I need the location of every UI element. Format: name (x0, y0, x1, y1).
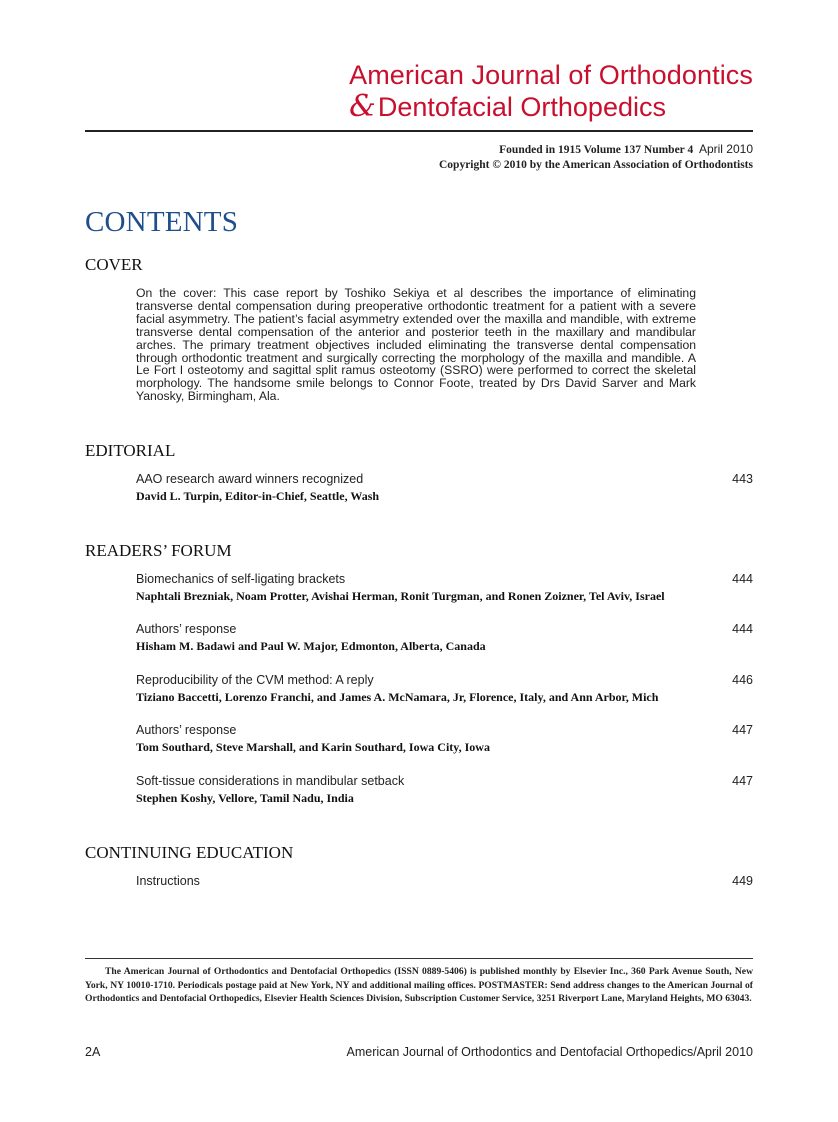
toc-entry[interactable] (136, 571, 753, 605)
entry-authors: Tiziano Baccetti, Lorenzo Franchi, and James A. McNamara, Jr, Florence, Italy, and Ann Arbor, Mich (136, 690, 659, 704)
entry-page-number: 449 (732, 874, 753, 888)
section-heading-readers-forum: READERS’ FORUM (85, 541, 232, 560)
toc-entry[interactable] (136, 672, 753, 706)
toc-entry[interactable] (136, 873, 753, 890)
founded-volume: Founded in 1915 Volume 137 Number 4 (499, 144, 694, 156)
entry-authors: Tom Southard, Steve Marshall, and Karin Southard, Iowa City, Iowa (136, 740, 490, 754)
entry-title[interactable]: Reproducibility of the CVM method: A reply (136, 673, 374, 687)
page-number: 2A (85, 1045, 101, 1059)
journal-masthead (349, 60, 753, 123)
masthead-line-2 (349, 91, 753, 123)
entry-page-number: 443 (732, 472, 753, 486)
toc-entry[interactable] (136, 621, 753, 655)
issue-date: April 2010 (698, 142, 753, 156)
entry-authors: Stephen Koshy, Vellore, Tamil Nadu, India (136, 791, 354, 805)
toc-entry[interactable] (136, 471, 753, 505)
entry-authors: Hisham M. Badawi and Paul W. Major, Edmonton, Alberta, Canada (136, 639, 486, 653)
copyright-line: Copyright © 2010 by the American Association of Orthodontists (439, 159, 753, 171)
cover-description: On the cover: This case report by Toshiko Sekiya et al describes the importance of eliminating transverse dental compensation during preoperative orthodontic treatment for a patient with a severe facial asymmetry. The patient’s facial asymmetry extended over the maxilla and mandible, with extreme transverse dental compensation of the anterior and posterior teeth in the maxillary and mandibular arches. The primary treatment objectives included eliminating the transverse dental compensation through orthodontic treatment and surgically correcting the morphology of the maxilla and mandible. A Le Fort I osteotomy and sagittal split ramus osteotomy (SSRO) were performed to correct the skeletal morphology. The handsome smile belongs to Connor Foote, treated by Drs David Sarver and Mark Yanosky, Birmingham, Ala. (136, 286, 696, 404)
entry-title[interactable]: Soft-tissue considerations in mandibular setback (136, 774, 405, 788)
entry-title[interactable]: AAO research award winners recognized (136, 472, 364, 486)
publication-footnote: The American Journal of Orthodontics and Dentofacial Orthopedics (ISSN 0889-5406) is published monthly by Elsevier Inc., 360 Park Avenue South, New York, NY 10010-1710. Periodicals postage paid at New York, NY and additional mailing offices. POSTMASTER: Send address changes to the American Journal of Orthodontics and Dentofacial Orthopedics, Elsevier Health Sciences Division, Subscription Customer Service, 3251 Riverport Lane, Maryland Heights, MO 63043. (85, 966, 753, 1004)
entry-page-number: 444 (732, 572, 753, 586)
footnote-rule (85, 958, 753, 959)
entry-authors: Naphtali Brezniak, Noam Protter, Avishai Herman, Ronit Turgman, and Ronen Zoizner, Tel Aviv, Israel (136, 589, 665, 603)
entry-authors: David L. Turpin, Editor-in-Chief, Seattle, Wash (136, 489, 380, 503)
masthead-line-1: American Journal of Orthodontics (349, 60, 753, 90)
section-heading-editorial: EDITORIAL (85, 441, 176, 460)
masthead-line-2-text: Dentofacial Orthopedics (377, 92, 666, 122)
contents-title: CONTENTS (85, 206, 239, 238)
entry-title[interactable]: Instructions (136, 874, 200, 888)
entry-title[interactable]: Authors’ response (136, 723, 237, 737)
header-rule (85, 130, 753, 132)
section-heading-cover: COVER (85, 255, 143, 274)
toc-entry[interactable] (136, 773, 753, 807)
publication-info (439, 142, 753, 173)
running-title: American Journal of Orthodontics and Dentofacial Orthopedics/April 2010 (346, 1045, 753, 1059)
masthead-ampersand: & (349, 89, 376, 124)
entry-page-number: 447 (732, 723, 753, 737)
entry-page-number: 446 (732, 673, 753, 687)
founded-line (439, 142, 753, 158)
entry-title[interactable]: Biomechanics of self-ligating brackets (136, 572, 346, 586)
entry-page-number: 444 (732, 622, 753, 636)
entry-page-number: 447 (732, 774, 753, 788)
toc-entry[interactable] (136, 722, 753, 756)
section-heading-continuing-education: CONTINUING EDUCATION (85, 843, 294, 862)
entry-title[interactable]: Authors’ response (136, 622, 237, 636)
